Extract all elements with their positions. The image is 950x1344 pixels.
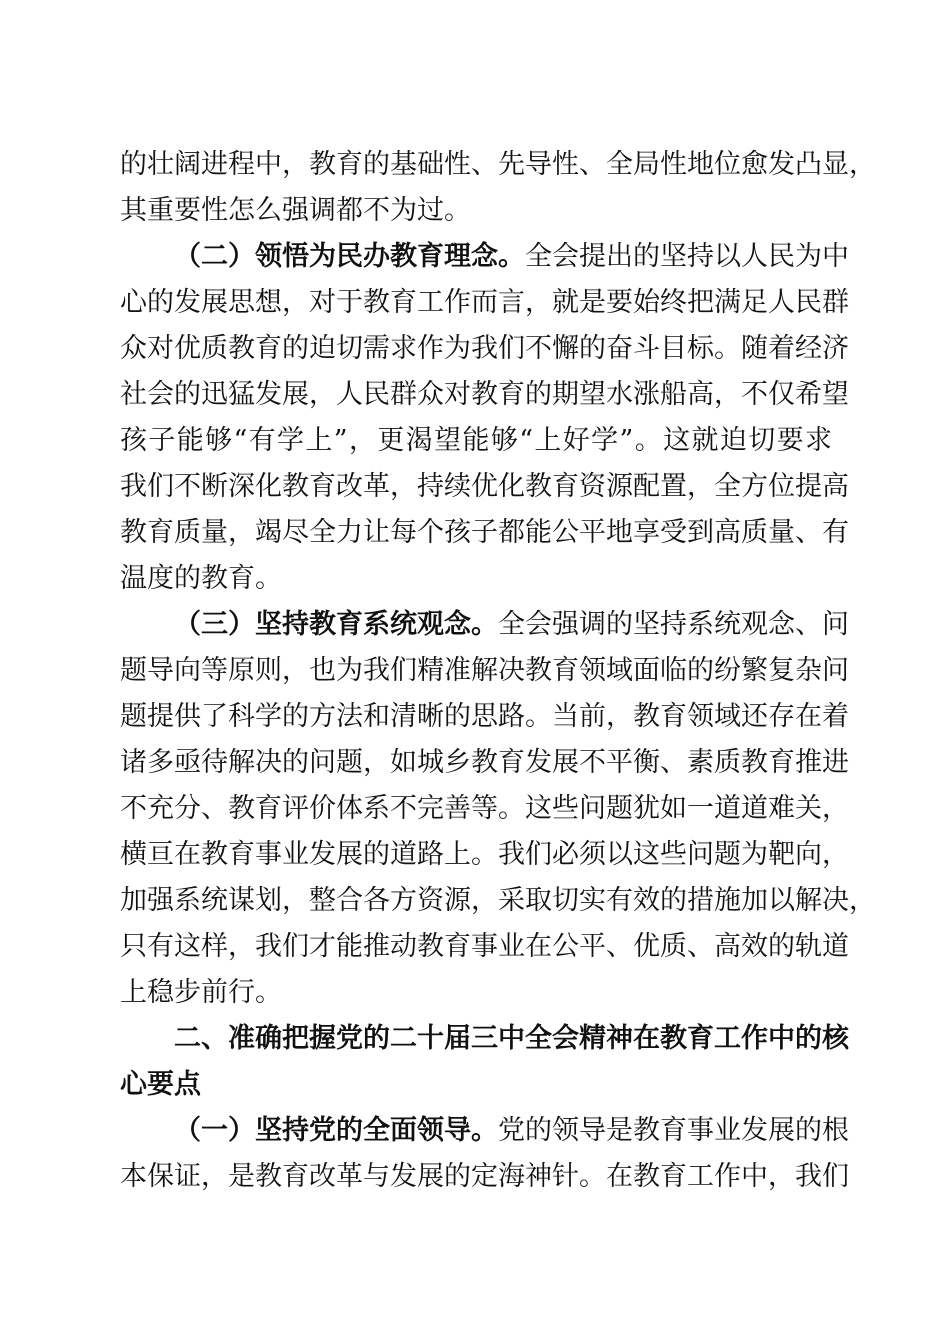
body-line: 不充分、教育评价体系不完善等。这些问题犹如一道道难关，: [120, 793, 849, 824]
body-line: 只有这样，我们才能推动教育事业在公平、优质、高效的轨道: [120, 931, 849, 962]
paragraph-lead: （一）坚持党的全面领导。: [174, 1115, 498, 1146]
body-line: 上稳步前行。: [120, 977, 282, 1008]
body-line: 我们不断深化教育改革，持续优化教育资源配置，全方位提高: [120, 471, 849, 502]
section-heading: 二、准确把握党的二十届三中全会精神在教育工作中的核: [174, 1023, 849, 1054]
body-line: 教育质量，竭尽全力让每个孩子都能公平地享受到高质量、有: [120, 517, 849, 548]
body-line: 众对优质教育的迫切需求作为我们不懈的奋斗目标。随着经济: [120, 333, 849, 364]
body-line: 社会的迅猛发展，人民群众对教育的期望水涨船高，不仅希望: [120, 379, 849, 410]
paragraph-start-line: （一）坚持党的全面领导。党的领导是教育事业发展的根: [174, 1115, 849, 1146]
body-line: 温度的教育。: [120, 563, 282, 594]
body-line: 的壮阔进程中，教育的基础性、先导性、全局性地位愈发凸显，: [120, 149, 876, 180]
body-line: 加强系统谋划，整合各方资源，采取切实有效的措施加以解决，: [120, 885, 876, 916]
body-line: 题提供了科学的方法和清晰的思路。当前，教育领域还存在着: [120, 701, 849, 732]
body-line: 横亘在教育事业发展的道路上。我们必须以这些问题为靶向，: [120, 839, 849, 870]
paragraph-start-line: （三）坚持教育系统观念。全会强调的坚持系统观念、问: [174, 609, 849, 640]
body-line: 诸多亟待解决的问题，如城乡教育发展不平衡、素质教育推进: [120, 747, 849, 778]
body-line: 题导向等原则，也为我们精准解决教育领域面临的纷繁复杂问: [120, 655, 849, 686]
paragraph-lead: （三）坚持教育系统观念。: [174, 609, 498, 640]
paragraph-start-line: （二）领悟为民办教育理念。全会提出的坚持以人民为中: [174, 241, 849, 272]
body-line: 其重要性怎么强调都不为过。: [120, 195, 471, 226]
section-heading-continued: 心要点: [120, 1069, 201, 1100]
body-line: 心的发展思想，对于教育工作而言，就是要始终把满足人民群: [120, 287, 849, 318]
paragraph-lead: （二）领悟为民办教育理念。: [174, 241, 525, 272]
body-line: 本保证，是教育改革与发展的定海神针。在教育工作中，我们: [120, 1161, 849, 1192]
body-line: 孩子能够“有学上”，更渴望能够“上好学”。这就迫切要求: [120, 425, 832, 456]
